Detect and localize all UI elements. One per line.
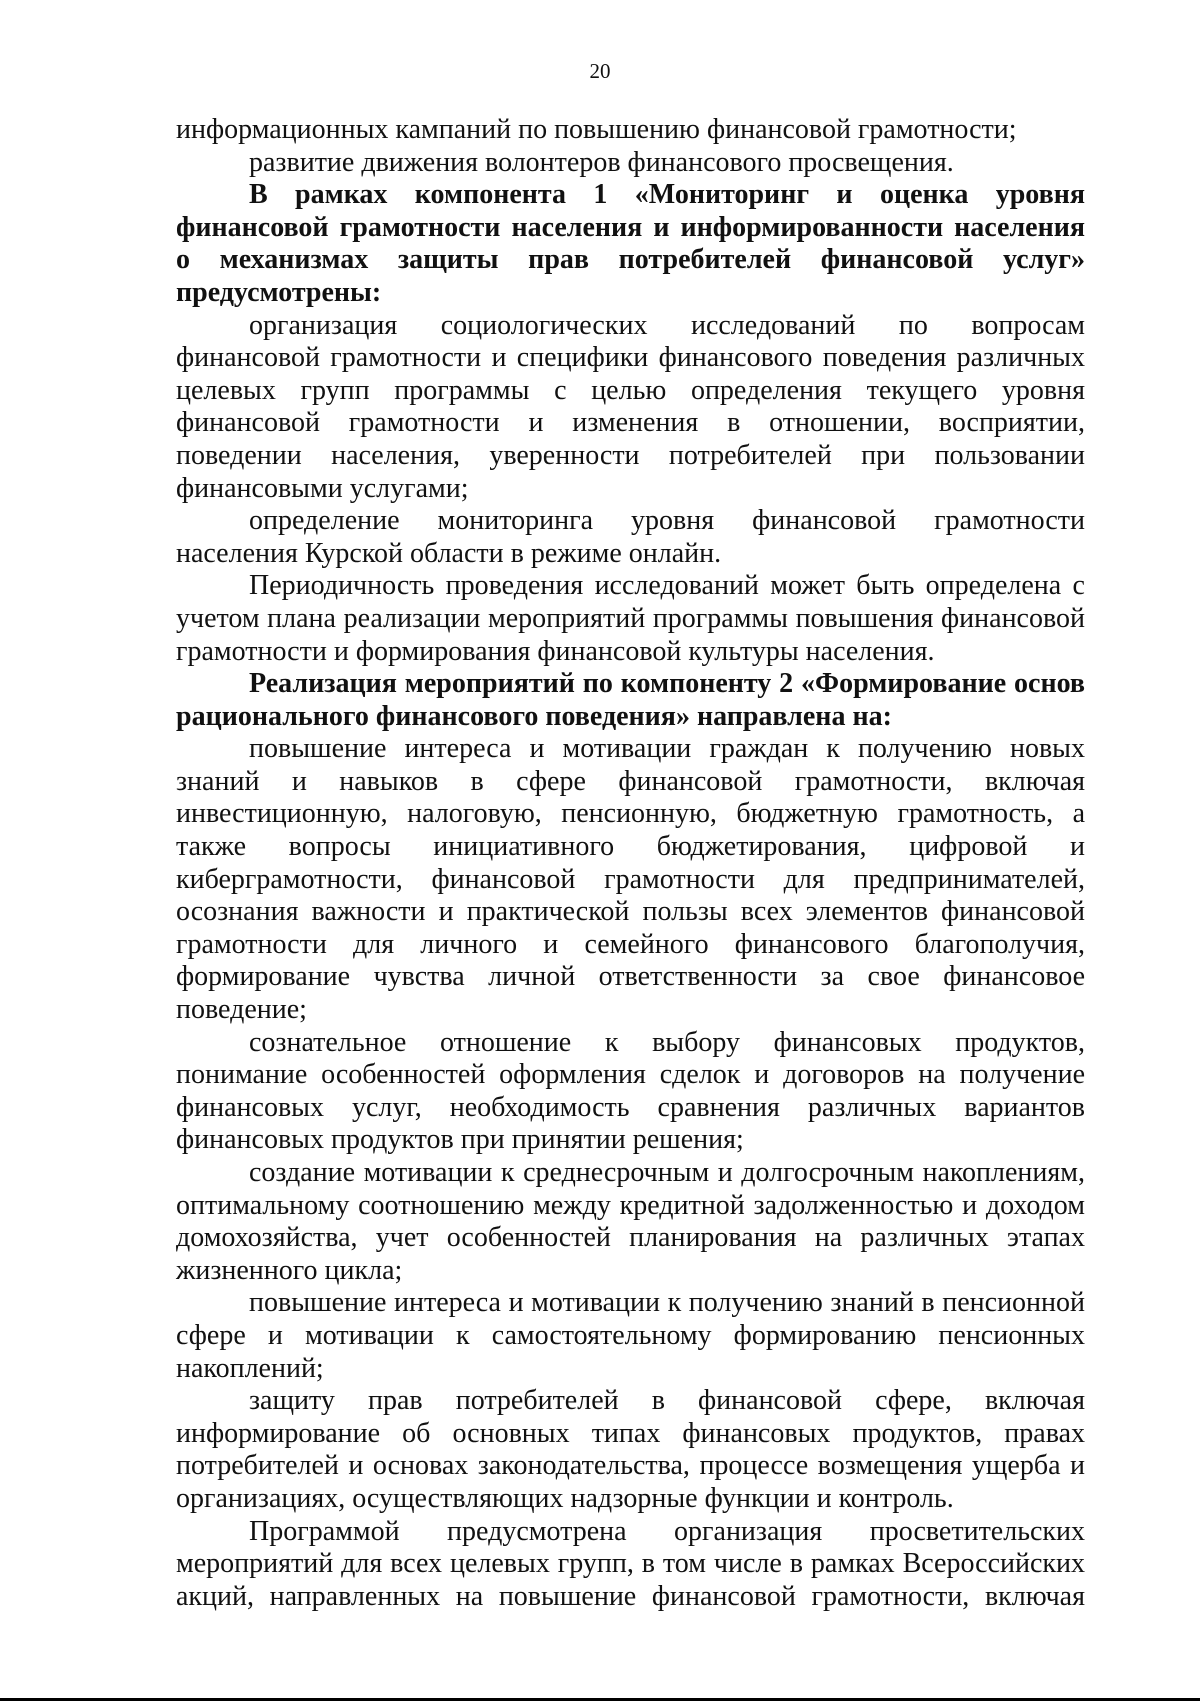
paragraph: сознательное отношение к выбору финансовых продуктов, понимание особенностей оформления сделок и договоров на получение финансовых услуг, необходимость сравнения различных вариантов финансовых продуктов при принятии решения; xyxy=(176,1026,1085,1156)
paragraph-continuation: информационных кампаний по повышению финансовой грамотности; xyxy=(176,114,1017,145)
paragraph: повышение интереса и мотивации к получению знаний в пенсионной сфере и мотивации к самостоятельному формированию пенсионных накоплений; xyxy=(176,1287,1085,1384)
section-heading-component-2: Реализация мероприятий по компоненту 2 «Формирование основ рационального финансового поведения» направлена на: xyxy=(176,668,1085,732)
paragraph: определение мониторинга уровня финансовой грамотности населения Курской области в режиме онлайн. xyxy=(176,505,1085,569)
paragraph: организация социологических исследований по вопросам финансовой грамотности и специфики финансового поведения различных целевых групп программы с целью определения текущего уровня финансовой грамотности и изменения в отношении, восприятии, поведении населения, уверенности потребителей при пользовании финансовыми услугами; xyxy=(176,309,1085,504)
page-number: 20 xyxy=(589,59,611,83)
paragraph: развитие движения волонтеров финансового просвещения. xyxy=(249,146,954,178)
paragraph-continues: Программой предусмотрена организация просветительских мероприятий для всех целевых групп, в том числе в рамках Всероссийских акций, направленных на повышение финансовой грамотности, включая xyxy=(176,1515,1085,1612)
paragraph: защиту прав потребителей в финансовой сфере, включая информирование об основных типах финансовых продуктов, правах потребителей и основах законодательства, процессе возмещения ущерба и организациях, осуществляющих надзорные функции и контроль. xyxy=(176,1385,1085,1514)
paragraph: повышение интереса и мотивации граждан к получению новых знаний и навыков в сфере финансовой грамотности, включая инвестиционную, налоговую, пенсионную, бюджетную грамотность, а также вопросы инициативного бюджетирования, цифровой и киберграмотности, финансовой грамотности для предпринимателей, осознания важности и практической пользы всех элементов финансовой грамотности для личного и семейного финансового благополучия, формирование чувства личной ответственности за свое финансовое поведение; xyxy=(176,733,1085,1026)
paragraph: создание мотивации к среднесрочным и долгосрочным накоплениям, оптимальному соотношению между кредитной задолженностью и доходом домохозяйства, учет особенностей планирования на различных этапах жизненного цикла; xyxy=(176,1157,1085,1286)
section-heading-component-1: В рамках компонента 1 «Мониторинг и оценка уровня финансовой грамотности населения и информированности населения о механизмах защиты прав потребителей финансовой услуг» предусмотрены: xyxy=(176,179,1085,308)
paragraph: Периодичность проведения исследований может быть определена с учетом плана реализации мероприятий программы повышения финансовой грамотности и формирования финансовой культуры населения. xyxy=(176,570,1085,667)
document-body xyxy=(176,114,1085,1613)
